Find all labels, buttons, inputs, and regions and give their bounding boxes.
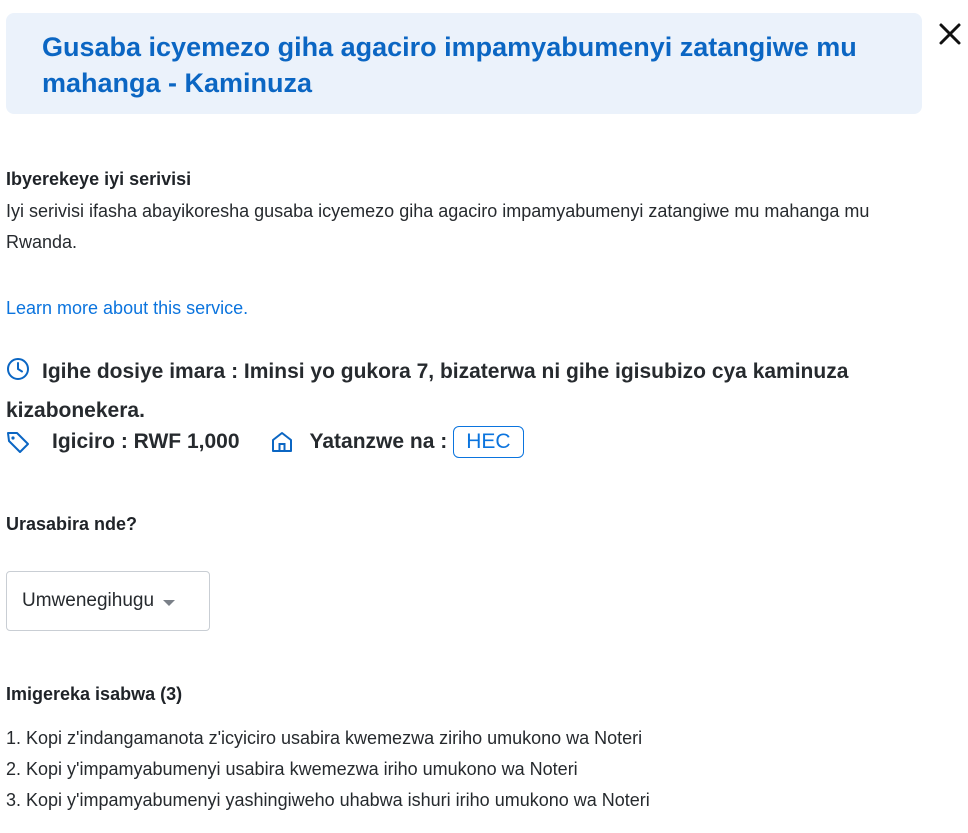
clock-icon [6, 357, 30, 393]
list-item: 3. Kopi y'impamyabumenyi yashingiweho uhabwa ishuri iriho umukono wa Noteri [6, 790, 650, 810]
chevron-down-icon [163, 600, 175, 606]
applicant-type-value: Umwenegihugu [22, 590, 155, 611]
applicant-type-select[interactable] [6, 571, 210, 631]
about-description: Iyi serivisi ifasha abayikoresha gusaba icyemezo giha agaciro impamyabumenyi zatangiwe mu mahanga mu Rwanda. [6, 201, 870, 252]
learn-more-link[interactable]: Learn more about this service. [6, 298, 249, 318]
provider-badge[interactable]: HEC [453, 426, 523, 458]
provider-label: Yatanzwe na : [309, 430, 448, 453]
applicant-question: Urasabira nde? [6, 514, 138, 534]
page-title: Gusaba icyemezo giha agaciro impamyabumenyi zatangiwe mu mahanga - Kaminuza [42, 32, 857, 98]
home-icon [270, 430, 294, 454]
about-heading: Ibyerekeye iyi serivisi [6, 169, 192, 189]
close-button[interactable] [934, 18, 966, 50]
required-documents-list [6, 723, 650, 816]
list-item: 2. Kopi y'impamyabumenyi usabira kwemezwa iriho umukono wa Noteri [6, 759, 578, 779]
price-text: Igiciro : RWF 1,000 [52, 430, 240, 453]
service-header [6, 13, 922, 114]
required-documents-heading: Imigereka isabwa (3) [6, 684, 183, 704]
close-icon [938, 22, 962, 46]
processing-time [6, 354, 876, 429]
processing-time-text: Igihe dosiye imara : Iminsi yo gukora 7, bizaterwa ni gihe igisubizo cya kaminuza kizabonekera. [6, 360, 849, 422]
list-item: 1. Kopi z'indangamanota z'icyiciro usabira kwemezwa ziriho umukono wa Noteri [6, 728, 643, 748]
service-meta [6, 424, 524, 460]
price-tag-icon [6, 430, 30, 454]
